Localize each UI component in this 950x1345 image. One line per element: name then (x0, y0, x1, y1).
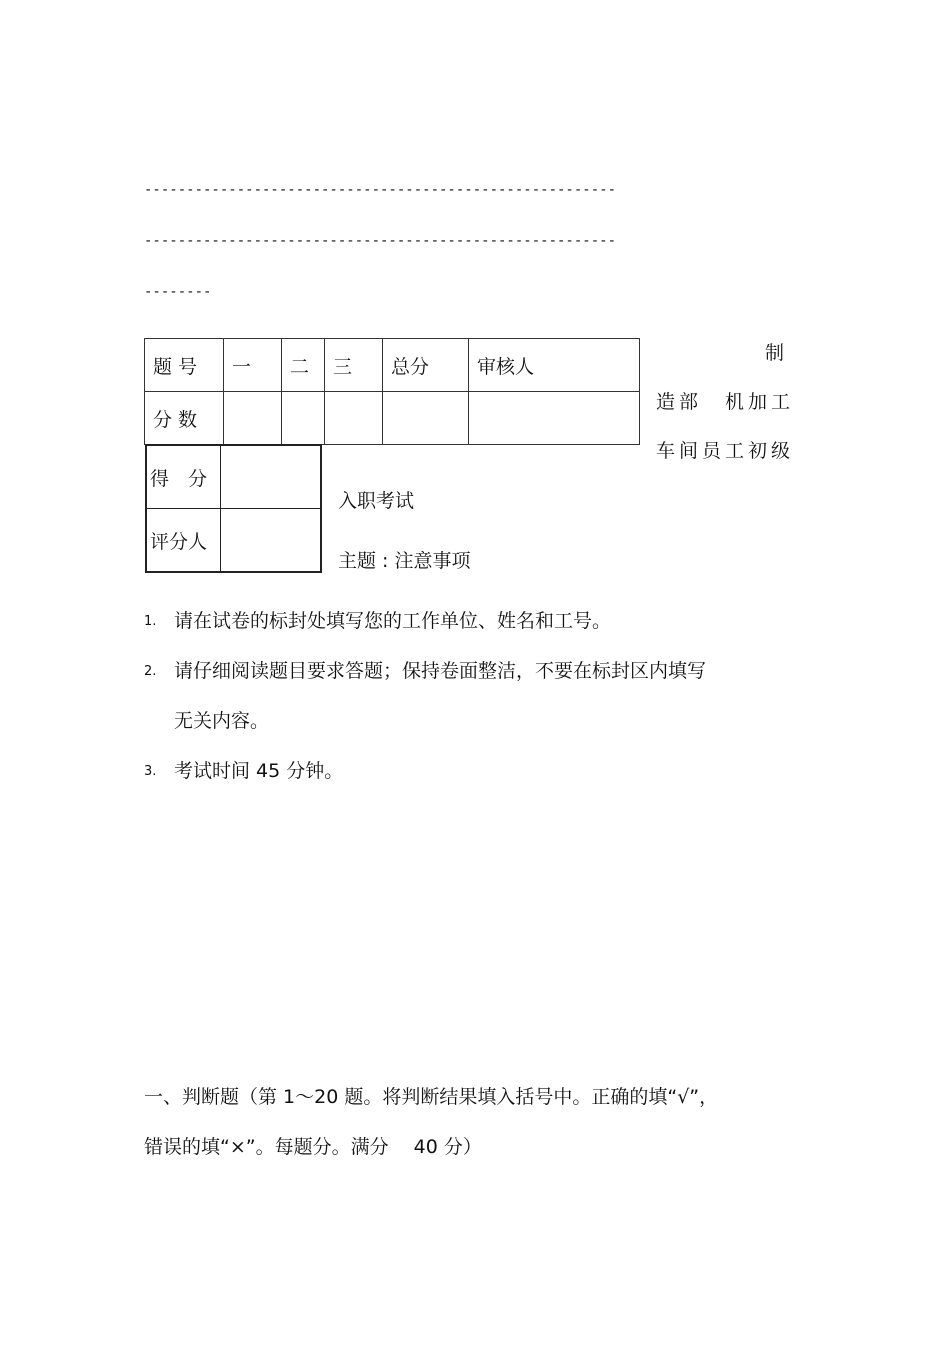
grader-table (145, 444, 322, 573)
dashed-line-3: -------- (144, 284, 212, 300)
score-table (144, 338, 640, 445)
row-label: 分 数 (145, 392, 224, 445)
note-text: 请仔细阅读题目要求答题；保持卷面整洁，不要在标封区内填写 (174, 660, 707, 682)
note-number: 1. (144, 614, 157, 629)
note-text: 请在试卷的标封处填写您的工作单位、姓名和工号。 (174, 610, 612, 632)
note-number: 2. (144, 664, 157, 679)
header-cell: 题 号 (145, 339, 224, 392)
grader-cell[interactable] (221, 509, 322, 573)
header-cell: 一 (224, 339, 282, 392)
score-cell[interactable] (221, 445, 322, 509)
score-cell[interactable] (383, 392, 469, 445)
dashed-line-1: -------------------------------------------------------- (144, 182, 617, 198)
table-row (145, 392, 640, 445)
score-cell[interactable] (469, 392, 640, 445)
score-cell[interactable] (282, 392, 325, 445)
note-number: 3. (144, 764, 157, 779)
table-row (146, 509, 321, 573)
header-cell: 总分 (383, 339, 469, 392)
score-label: 得 分 (146, 445, 221, 509)
title-line-2: 造部 机加工 (656, 391, 795, 413)
note-text: 考试时间 45 分钟。 (174, 760, 344, 782)
note-text-continued: 无关内容。 (174, 710, 270, 732)
table-row (146, 445, 321, 509)
table-row (145, 339, 640, 392)
section-heading: 一、判断题（第 1～20 题。将判断结果填入括号中。正确的填“√”， (144, 1086, 719, 1108)
title-line-3: 车间员工初级 (656, 440, 795, 462)
header-cell: 三 (325, 339, 383, 392)
grader-label: 评分人 (146, 509, 221, 573)
score-cell[interactable] (224, 392, 282, 445)
score-cell[interactable] (325, 392, 383, 445)
exam-subject: 主题 : 注意事项 (338, 550, 471, 572)
header-cell: 审核人 (469, 339, 640, 392)
exam-title: 入职考试 (338, 490, 415, 512)
header-cell: 二 (282, 339, 325, 392)
title-line-1: 制 (765, 342, 785, 364)
dashed-line-2: -------------------------------------------------------- (144, 233, 617, 249)
section-heading-continued: 错误的填“×”。每题分。满分 40 分） (144, 1136, 482, 1158)
